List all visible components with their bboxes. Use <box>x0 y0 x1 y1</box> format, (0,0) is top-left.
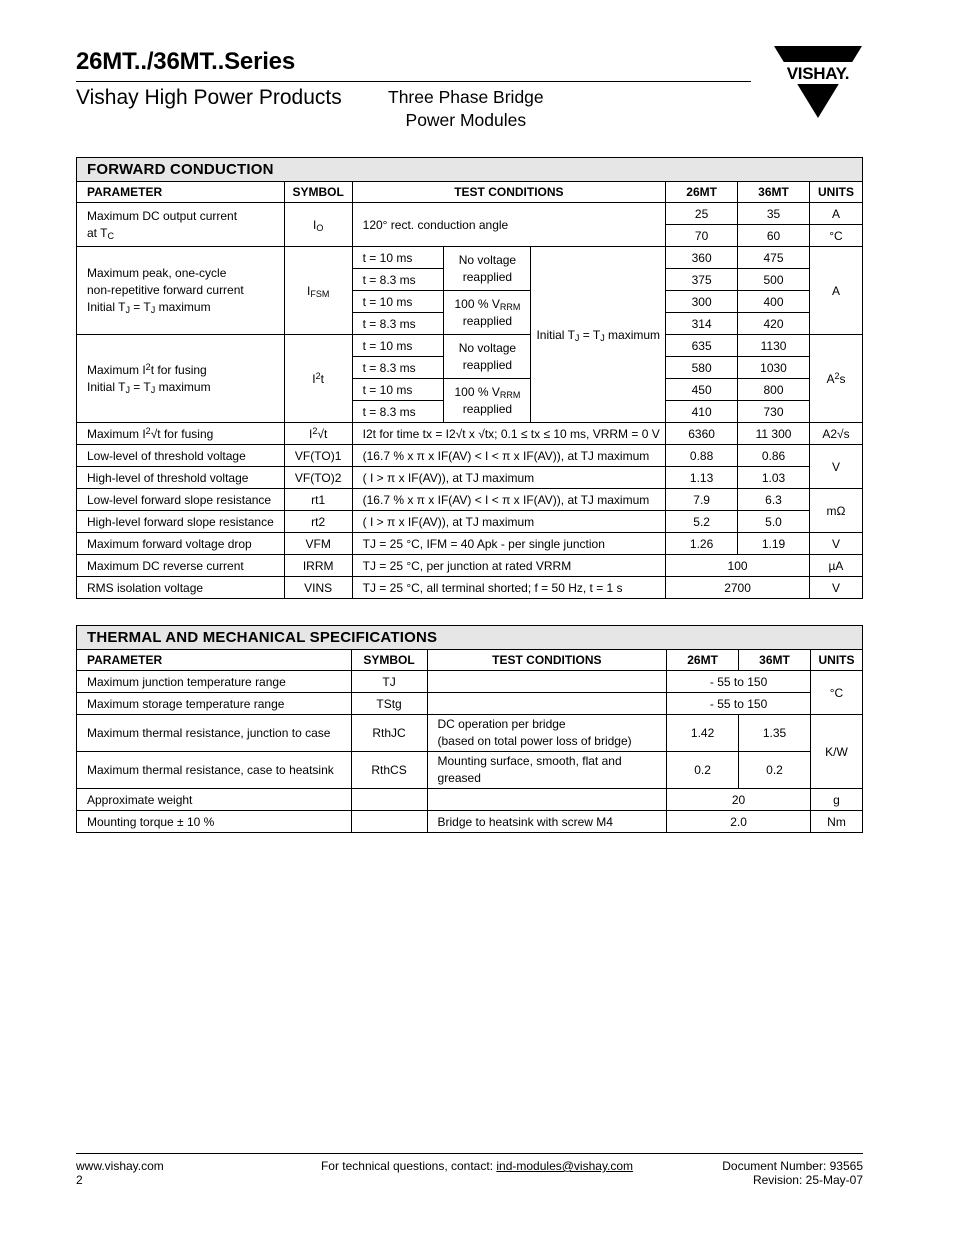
column-header-symbol: SYMBOL <box>284 182 352 203</box>
page-title: 26MT../36MT..Series <box>76 48 295 75</box>
table-row <box>77 577 863 599</box>
header-rule <box>76 81 751 82</box>
footer-right <box>722 1159 863 1187</box>
unit-cell: A <box>809 247 862 335</box>
symbol-cell: rt2 <box>284 511 352 533</box>
reapply-cell: No voltage reapplied <box>444 247 531 291</box>
value-cell: 11 300 <box>738 423 810 445</box>
symbol-cell: RthCS <box>351 752 427 789</box>
value-cell: 20 <box>667 789 811 811</box>
condition-cell: DC operation per bridge (based on total power loss of bridge) <box>427 715 667 752</box>
table-row <box>77 789 863 811</box>
symbol-cell: RthJC <box>351 715 427 752</box>
condition-cell: ( I > π x IF(AV)), at TJ maximum <box>352 467 666 489</box>
value-cell: 475 <box>738 247 810 269</box>
unit-cell: A <box>809 203 862 225</box>
symbol-cell: TStg <box>351 693 427 715</box>
reapply-cell: 100 % $V_{RRM}$ reapplied <box>444 379 531 423</box>
condition-cell: ( I > π x IF(AV)), at TJ maximum <box>352 511 666 533</box>
column-header-units: UNITS <box>809 182 862 203</box>
logo-text: VISHAY. <box>786 64 850 83</box>
time-cell: t = 8.3 ms <box>352 269 444 291</box>
value-cell: 420 <box>738 313 810 335</box>
condition-cell <box>427 789 667 811</box>
value-cell: 1030 <box>738 357 810 379</box>
parameter-cell: High-level of threshold voltage <box>77 467 285 489</box>
column-header-36mt: 36MT <box>739 650 811 671</box>
value-cell: 635 <box>666 335 738 357</box>
value-cell: 1.35 <box>739 715 811 752</box>
value-cell: 2.0 <box>667 811 811 833</box>
parameter-cell: Maximum peak, one-cycle non-repetitive forward current Initial $T_J = T_J$ maximum <box>77 247 285 335</box>
value-cell: 400 <box>738 291 810 313</box>
condition-cell: TJ = 25 °C, per junction at rated VRRM <box>352 555 666 577</box>
table-header-row <box>77 650 863 671</box>
column-header-26mt: 26MT <box>667 650 739 671</box>
thermal-mechanical-table <box>76 625 863 833</box>
value-cell: 5.0 <box>738 511 810 533</box>
value-cell: 300 <box>666 291 738 313</box>
forward-conduction-table <box>76 157 863 599</box>
parameter-cell: RMS isolation voltage <box>77 577 285 599</box>
table-row <box>77 489 863 511</box>
value-cell: 0.2 <box>667 752 739 789</box>
table-row <box>77 811 863 833</box>
column-header-parameter: PARAMETER <box>77 182 285 203</box>
condition-cell: Bridge to heatsink with screw M4 <box>427 811 667 833</box>
website-link[interactable]: www.vishay.com <box>76 1159 164 1173</box>
reapply-cell: 100 % $V_{RRM}$ reapplied <box>444 291 531 335</box>
symbol-cell: VINS <box>284 577 352 599</box>
symbol-cell: VFM <box>284 533 352 555</box>
condition-cell: I2t for time tx = I2√t x √tx; 0.1 ≤ tx ≤ 10 ms, VRRM = 0 V <box>352 423 666 445</box>
condition-cell <box>427 693 667 715</box>
value-cell: 1130 <box>738 335 810 357</box>
table-row <box>77 247 863 269</box>
parameter-cell: Mounting torque ± 10 % <box>77 811 352 833</box>
symbol-cell: TJ <box>351 671 427 693</box>
symbol-cell <box>351 811 427 833</box>
reapply-cell: No voltage reapplied <box>444 335 531 379</box>
parameter-cell: Maximum DC output current at $T_C$ <box>77 203 285 247</box>
symbol-cell: rt1 <box>284 489 352 511</box>
contact-label: For technical questions, contact: <box>320 1159 497 1173</box>
table-row <box>77 467 863 489</box>
unit-cell: V <box>809 577 862 599</box>
unit-cell: mΩ <box>809 489 862 533</box>
value-cell: 6.3 <box>738 489 810 511</box>
table-row <box>77 715 863 752</box>
parameter-cell: Approximate weight <box>77 789 352 811</box>
symbol-cell: VF(TO)2 <box>284 467 352 489</box>
symbol-cell: IRRM <box>284 555 352 577</box>
value-cell: 2700 <box>666 577 810 599</box>
value-cell: 35 <box>738 203 810 225</box>
time-cell: t = 10 ms <box>352 335 444 357</box>
unit-cell: V <box>809 533 862 555</box>
value-cell: 1.42 <box>667 715 739 752</box>
time-cell: t = 8.3 ms <box>352 401 444 423</box>
value-cell: - 55 to 150 <box>667 671 811 693</box>
table-row <box>77 693 863 715</box>
condition-cell: TJ = 25 °C, IFM = 40 Apk - per single junction <box>352 533 666 555</box>
product-subtitle <box>388 86 544 132</box>
symbol-cell <box>351 789 427 811</box>
value-cell: 70 <box>666 225 738 247</box>
value-cell: 360 <box>666 247 738 269</box>
time-cell: t = 8.3 ms <box>352 313 444 335</box>
value-cell: 0.86 <box>738 445 810 467</box>
unit-cell: g <box>810 789 862 811</box>
table-row <box>77 671 863 693</box>
table-row <box>77 533 863 555</box>
condition-cell: (16.7 % x π x IF(AV) < I < π x IF(AV)), at TJ maximum <box>352 445 666 467</box>
parameter-cell: Maximum thermal resistance, junction to case <box>77 715 352 752</box>
unit-cell: V <box>809 445 862 489</box>
condition-cell: 120° rect. conduction angle <box>352 203 666 247</box>
contact-email-link[interactable]: ind-modules@vishay.com <box>496 1159 634 1173</box>
column-header-parameter: PARAMETER <box>77 650 352 671</box>
parameter-cell: Maximum DC reverse current <box>77 555 285 577</box>
unit-cell: Nm <box>810 811 862 833</box>
value-cell: 375 <box>666 269 738 291</box>
value-cell: 1.03 <box>738 467 810 489</box>
unit-cell: µA <box>809 555 862 577</box>
revision-date: Revision: 25-May-07 <box>752 1173 863 1187</box>
unit-cell: °C <box>809 225 862 247</box>
time-cell: t = 10 ms <box>352 247 444 269</box>
unit-cell: K/W <box>810 715 862 789</box>
parameter-cell: Maximum storage temperature range <box>77 693 352 715</box>
condition-cell <box>427 671 667 693</box>
unit-cell: A2√s <box>809 423 862 445</box>
parameter-cell: Maximum forward voltage drop <box>77 533 285 555</box>
value-cell: 1.26 <box>666 533 738 555</box>
time-cell: t = 10 ms <box>352 291 444 313</box>
value-cell: 0.88 <box>666 445 738 467</box>
condition-cell: TJ = 25 °C, all terminal shorted; f = 50 Hz, t = 1 s <box>352 577 666 599</box>
table-row <box>77 752 863 789</box>
value-cell: 5.2 <box>666 511 738 533</box>
table-row <box>77 203 863 225</box>
parameter-cell: Maximum $I^2√t$ for fusing <box>77 423 285 445</box>
initial-tj-cell: Initial $T_J = T_J$ maximum <box>531 247 666 423</box>
unit-cell: $A^2s$ <box>809 335 862 423</box>
value-cell: 314 <box>666 313 738 335</box>
value-cell: - 55 to 150 <box>667 693 811 715</box>
subtitle-line-2: Power Modules <box>405 110 527 130</box>
vishay-logo <box>770 42 866 120</box>
table-row <box>77 445 863 467</box>
value-cell: 25 <box>666 203 738 225</box>
column-header-36mt: 36MT <box>738 182 810 203</box>
column-header-units: UNITS <box>810 650 862 671</box>
footer-rule <box>76 1153 863 1154</box>
unit-cell: °C <box>810 671 862 715</box>
parameter-cell: High-level forward slope resistance <box>77 511 285 533</box>
value-cell: 500 <box>738 269 810 291</box>
column-header-26mt: 26MT <box>666 182 738 203</box>
symbol-cell: $I^2t$ <box>284 335 352 423</box>
subtitle-line-1: Three Phase Bridge <box>388 87 544 107</box>
column-header-test-conditions: TEST CONDITIONS <box>427 650 667 671</box>
symbol-cell: VF(TO)1 <box>284 445 352 467</box>
value-cell: 100 <box>666 555 810 577</box>
value-cell: 450 <box>666 379 738 401</box>
value-cell: 0.2 <box>739 752 811 789</box>
value-cell: 60 <box>738 225 810 247</box>
table-row <box>77 511 863 533</box>
value-cell: 6360 <box>666 423 738 445</box>
table-row <box>77 335 863 357</box>
section-title: THERMAL AND MECHANICAL SPECIFICATIONS <box>77 626 863 650</box>
time-cell: t = 8.3 ms <box>352 357 444 379</box>
value-cell: 7.9 <box>666 489 738 511</box>
symbol-cell: $I_{FSM}$ <box>284 247 352 335</box>
value-cell: 580 <box>666 357 738 379</box>
column-header-test-conditions: TEST CONDITIONS <box>352 182 666 203</box>
parameter-cell: Maximum $I^2t$ for fusing Initial $T_J = T_J$ maximum <box>77 335 285 423</box>
time-cell: t = 10 ms <box>352 379 444 401</box>
value-cell: 800 <box>738 379 810 401</box>
value-cell: 1.13 <box>666 467 738 489</box>
brand-name: Vishay High Power Products <box>76 86 342 109</box>
parameter-cell: Maximum junction temperature range <box>77 671 352 693</box>
symbol-cell: $I_O$ <box>284 203 352 247</box>
table-row <box>77 423 863 445</box>
value-cell: 730 <box>738 401 810 423</box>
value-cell: 1.19 <box>738 533 810 555</box>
column-header-symbol: SYMBOL <box>351 650 427 671</box>
symbol-cell: $I^2√t$ <box>284 423 352 445</box>
condition-cell: Mounting surface, smooth, flat and greased <box>427 752 667 789</box>
condition-cell: (16.7 % x π x IF(AV) < I < π x IF(AV)), at TJ maximum <box>352 489 666 511</box>
parameter-cell: Maximum thermal resistance, case to heatsink <box>77 752 352 789</box>
parameter-cell: Low-level forward slope resistance <box>77 489 285 511</box>
section-title: FORWARD CONDUCTION <box>77 158 863 182</box>
document-number: Document Number: 93565 <box>722 1159 863 1173</box>
value-cell: 410 <box>666 401 738 423</box>
table-header-row <box>77 182 863 203</box>
parameter-cell: Low-level of threshold voltage <box>77 445 285 467</box>
table-row <box>77 555 863 577</box>
page-number: 2 <box>76 1173 83 1187</box>
